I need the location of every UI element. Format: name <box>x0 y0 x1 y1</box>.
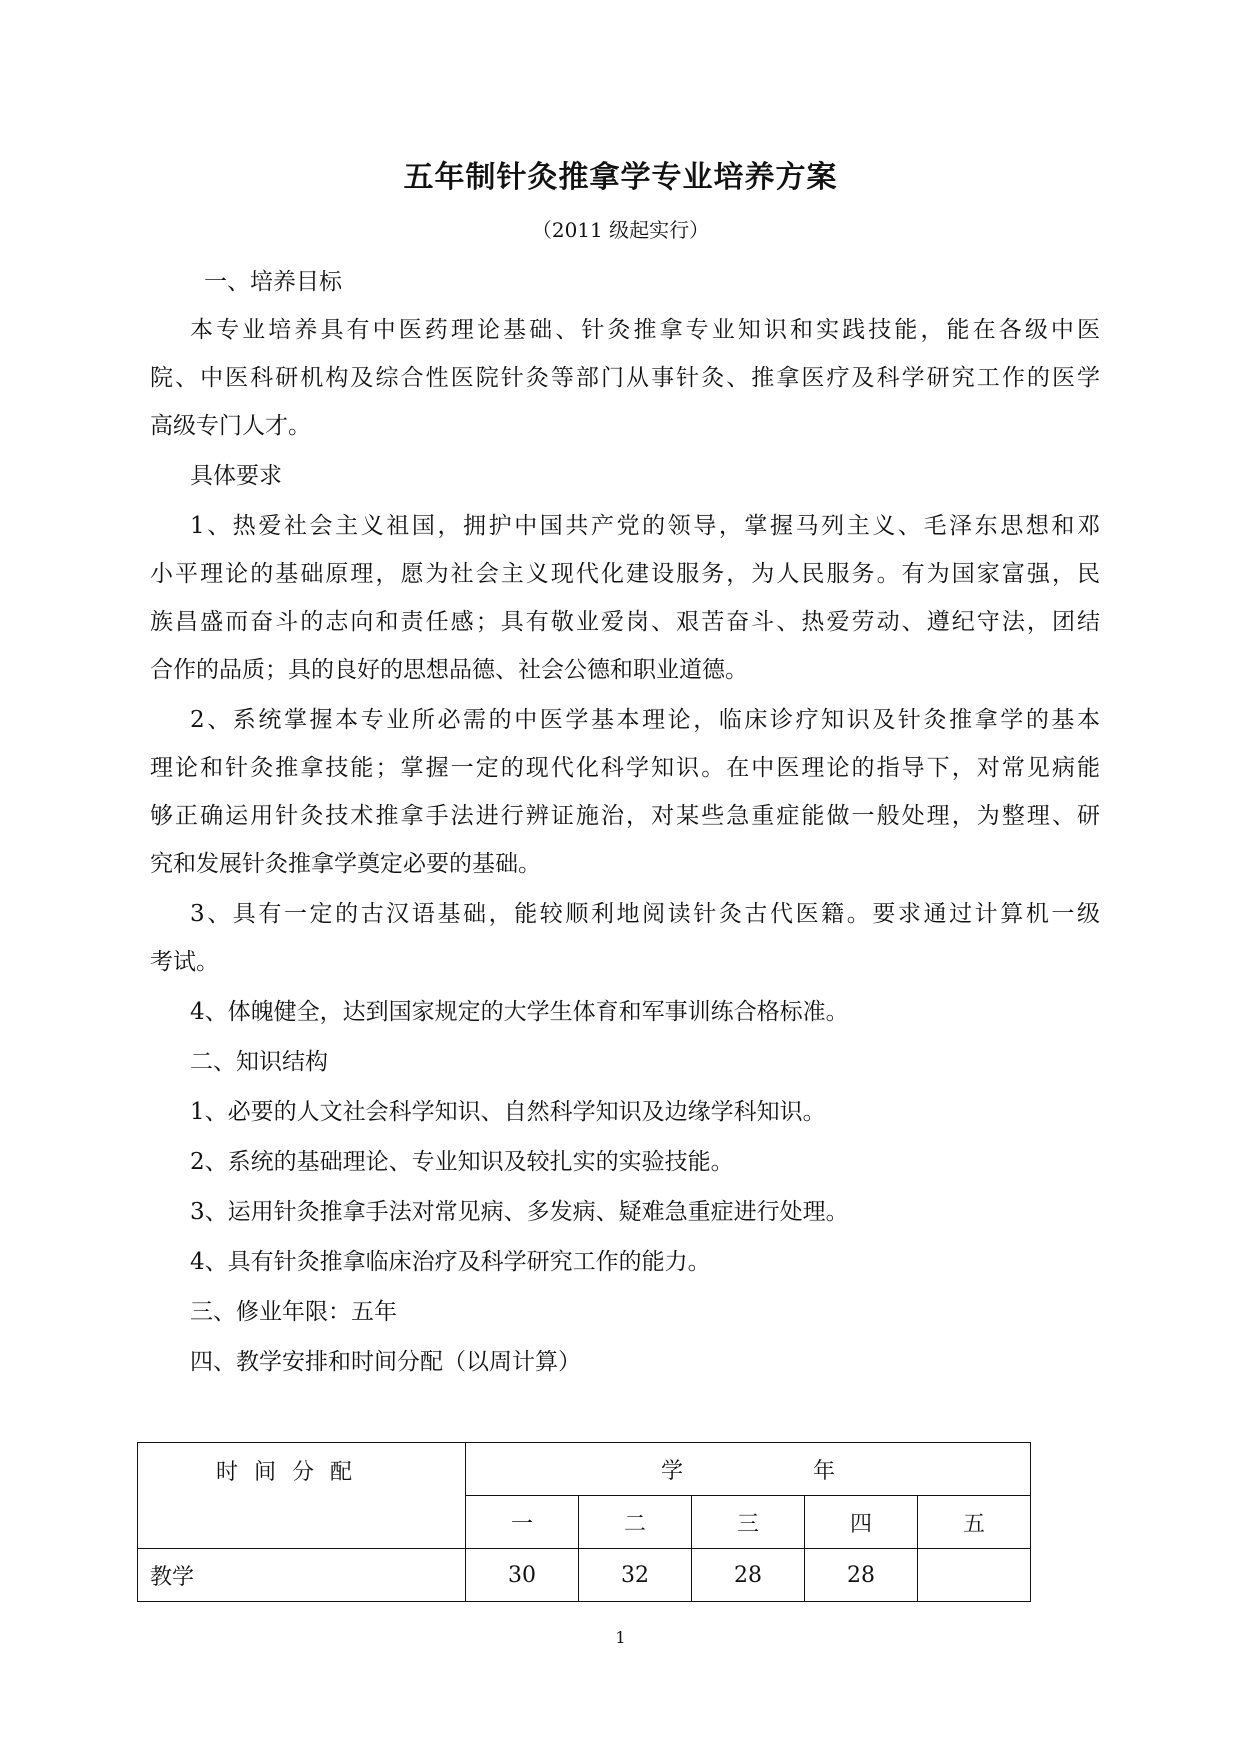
req2-line-1: 2、系统掌握本专业所必需的中医学基本理论，临床诊疗知识及针灸推拿学的基本 <box>190 707 1100 733</box>
table-cell: 28 <box>692 1549 805 1602</box>
req2-line-4: 究和发展针灸推拿学奠定必要的基础。 <box>150 851 541 877</box>
req1-line-1: 1、热爱社会主义祖国，拥护中国共产党的领导，掌握马列主义、毛泽东思想和邓 <box>190 513 1100 539</box>
year-cell: 二 <box>579 1496 692 1549</box>
req1-line-2: 小平理论的基础原理，愿为社会主义现代化建设服务，为人民服务。有为国家富强，民 <box>150 561 1100 587</box>
table-corner-label: 时间分配 <box>138 1443 466 1549</box>
req1-line-4: 合作的品质；具的良好的思想品德、社会公德和职业道德。 <box>150 657 748 683</box>
time-allocation-table <box>137 1442 1031 1602</box>
year-header-left: 学 <box>661 1458 684 1484</box>
req1-line-3: 族昌盛而奋斗的志向和责任感；具有敬业爱岗、艰苦奋斗、热爱劳动、遵纪守法，团结 <box>150 609 1100 635</box>
page-number: 1 <box>615 1628 626 1647</box>
section-heading-knowledge: 二、知识结构 <box>190 1049 328 1075</box>
req3-line-1: 3、具有一定的古汉语基础，能较顺利地阅读针灸古代医籍。要求通过计算机一级 <box>190 901 1100 927</box>
req2-line-3: 够正确运用针灸技术推拿手法进行辨证施治，对某些急重症能做一般处理，为整理、研 <box>150 803 1100 829</box>
section-heading-schedule: 四、教学安排和时间分配（以周计算） <box>190 1349 581 1375</box>
year-header-right: 年 <box>813 1458 836 1484</box>
knowledge-item: 2、系统的基础理论、专业知识及较扎实的实验技能。 <box>190 1149 734 1175</box>
knowledge-item: 3、运用针灸推拿手法对常见病、多发病、疑难急重症进行处理。 <box>190 1199 849 1225</box>
table-cell <box>918 1549 1031 1602</box>
year-cell: 一 <box>466 1496 579 1549</box>
req4-line: 4、体魄健全，达到国家规定的大学生体育和军事训练合格标准。 <box>190 999 849 1025</box>
year-cell: 五 <box>918 1496 1031 1549</box>
intro-line-2: 院、中医科研机构及综合性医院针灸等部门从事针灸、推拿医疗及科学研究工作的医学 <box>150 365 1100 391</box>
knowledge-item: 1、必要的人文社会科学知识、自然科学知识及边缘学科知识。 <box>190 1099 826 1125</box>
table-cell: 32 <box>579 1549 692 1602</box>
intro-line-1: 本专业培养具有中医药理论基础、针灸推拿专业知识和实践技能，能在各级中医 <box>190 317 1100 343</box>
year-cell: 三 <box>692 1496 805 1549</box>
req3-line-2: 考试。 <box>150 949 219 975</box>
section-heading-duration: 三、修业年限：五年 <box>190 1299 397 1325</box>
table-year-header <box>466 1443 1031 1496</box>
knowledge-item: 4、具有针灸推拿临床治疗及科学研究工作的能力。 <box>190 1249 711 1275</box>
table-header-row <box>138 1443 1031 1496</box>
table-cell: 30 <box>466 1549 579 1602</box>
document-title: 五年制针灸推拿学专业培养方案 <box>403 160 838 195</box>
req2-line-2: 理论和针灸推拿技能；掌握一定的现代化科学知识。在中医理论的指导下，对常见病能 <box>150 755 1100 781</box>
requirements-heading: 具体要求 <box>190 463 282 489</box>
table-cell: 28 <box>805 1549 918 1602</box>
row-label: 教学 <box>138 1549 466 1602</box>
intro-line-3: 高级专门人才。 <box>150 413 311 439</box>
year-cell: 四 <box>805 1496 918 1549</box>
table-row <box>138 1549 1031 1602</box>
document-subtitle: （2011 级起实行） <box>531 218 710 242</box>
section-heading-goals: 一、培养目标 <box>204 269 342 295</box>
